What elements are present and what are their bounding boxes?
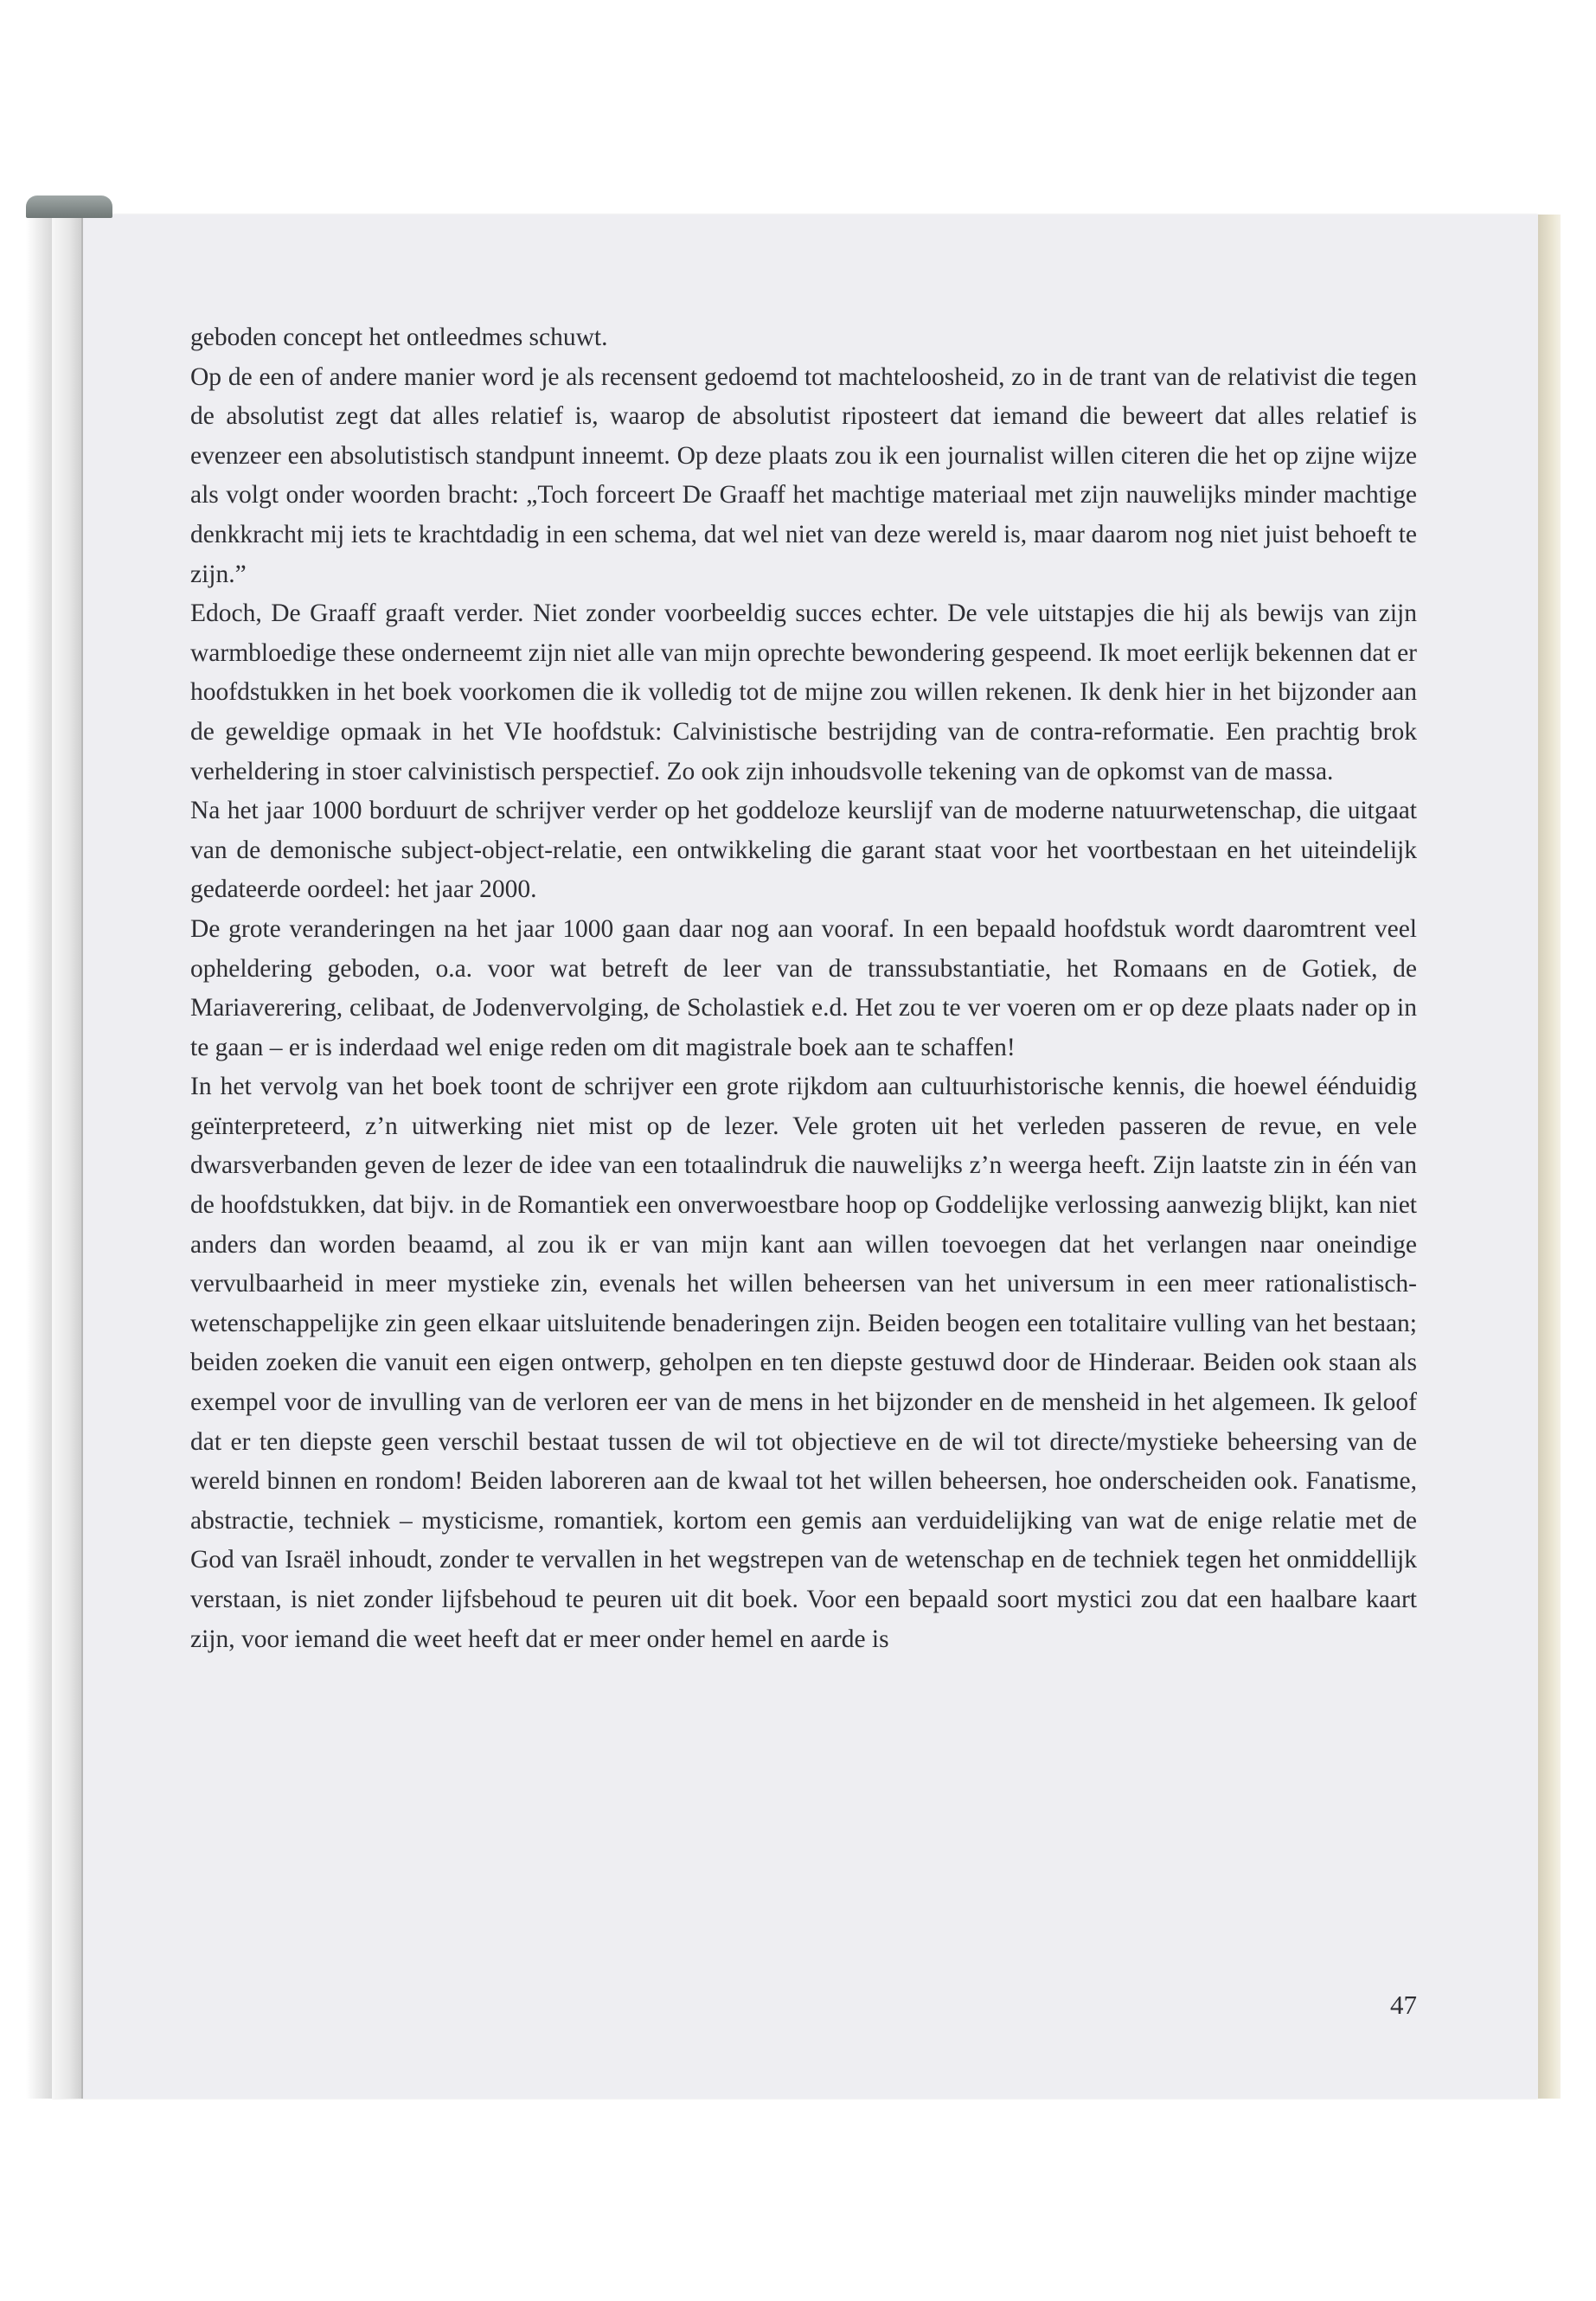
paragraph: geboden concept het ontleedmes schuwt. xyxy=(190,324,608,351)
paragraph: In het vervolg van het boek toont de schrijver een grote rijkdom aan cultuurhistorische kennis, die hoewel éénduidig geïnterpreteerd, z’n uitwerking niet mist op de lezer. Vele groten uit het verleden passeren de revue, en vele dwarsverbanden geven de lezer de idee van een totaalindruk die nauwelijks z’n weerga heeft. Zijn laatste zin in één van de hoofdstukken, dat bijv. in de Romantiek een onverwoestbare hoop op Goddelijke verlossing aanwezig blijkt, kan niet anders dan worden beaamd, al zou ik er van mijn kant aan willen toevoegen dat het verlangen naar oneindige vervulbaarheid in meer mystieke zin, evenals het willen beheersen van het universum in een meer rationalistisch-wetenschappelijke zin geen elkaar uitsluitende benaderingen zijn. Beiden beogen een totalitaire vulling van het bestaan; beiden zoeken die vanuit een eigen ontwerp, geholpen en ten diepste gestuwd door de Hinderaar. Beiden ook staan als exempel voor de invulling van de verloren eer van de mens in het bijzonder en de mensheid in het algemeen. Ik geloof dat er ten diepste geen verschil bestaat tussen de wil tot objectieve en de wil tot directe/mystieke beheersing van de wereld binnen en rondom! Beiden laboreren aan de kwaal tot het willen beheersen, hoe onderscheiden ook. Fanatisme, abstractie, techniek – mysticisme, romantiek, kortom een gemis aan verduidelijking van wat de enige relatie met de God van Israël inhoudt, zonder te vervallen in het wegstrepen van de wetenschap en de techniek tegen het onmiddellijk verstaan, is niet zonder lijfsbehoud te peuren uit dit boek. Voor een bepaald soort mystici zou dat een haalbare kaart zijn, voor iemand die weet heeft dat er meer onder hemel en aarde is xyxy=(190,1073,1417,1653)
paragraph: Na het jaar 1000 borduurt de schrijver verder op het goddeloze keurslijf van de moderne natuurwetenschap, die uitgaat van de demonische subject-object-relatie, een ontwikkeling die garant staat voor het voortbestaan en het uiteindelijk gedateerde oordeel: het jaar 2000. xyxy=(190,797,1417,904)
page-number: 47 xyxy=(1390,1990,1417,2020)
paragraph: Edoch, De Graaff graaft verder. Niet zonder voorbeeldig succes echter. De vele uitstapjes die hij als bewijs van zijn warmbloedige these onderneemt zijn niet alle van mijn oprechte bewondering gespeend. Ik moet eerlijk bekennen dat er hoofdstukken in het boek voorkomen die ik volledig tot de mijne zou willen rekenen. Ik denk hier in het bijzonder aan de geweldige opmaak in het VIe hoofdstuk: Calvinistische bestrijding van de contra-reformatie. Een prachtig brok verheldering in stoer calvinistisch perspectief. Zo ook zijn inhoudsvolle tekening van de opkomst van de massa. xyxy=(190,599,1417,785)
paragraph: Op de een of andere manier word je als recensent gedoemd tot machteloosheid, zo in de trant van de relativist die tegen de absolutist zegt dat alles relatief is, waarop de absolutist riposteert dat iemand die beweert dat alles relatief is evenzeer een absolutistisch standpunt inneemt. Op deze plaats zou ik een journalist willen citeren die het op zijne wijze als volgt onder woorden bracht: „Toch forceert De Graaff het machtige materiaal met zijn nauwelijks minder machtige denkkracht mij iets te krachtdadig in een schema, dat wel niet van deze wereld is, maar daarom nog niet juist behoeft te zijn.” xyxy=(190,362,1417,588)
body-text xyxy=(190,318,1417,1659)
page-edge-right xyxy=(1538,215,1561,2099)
paragraph: De grote veranderingen na het jaar 1000 gaan daar nog aan vooraf. In een bepaald hoofdstuk wordt daaromtrent veel opheldering geboden, o.a. voor wat betreft de leer van de transsubstantiatie, het Romaans en de Gotiek, de Mariaverering, celibaat, de Jodenvervolging, de Scholastiek e.d. Het zou te ver voeren om er op deze plaats nader op in te gaan – er is inderdaad wel enige reden om dit magistrale boek aan te schaffen! xyxy=(190,914,1417,1061)
spine-shadow xyxy=(26,215,52,2099)
book-spine xyxy=(52,215,83,2099)
binding-clip xyxy=(26,195,112,218)
